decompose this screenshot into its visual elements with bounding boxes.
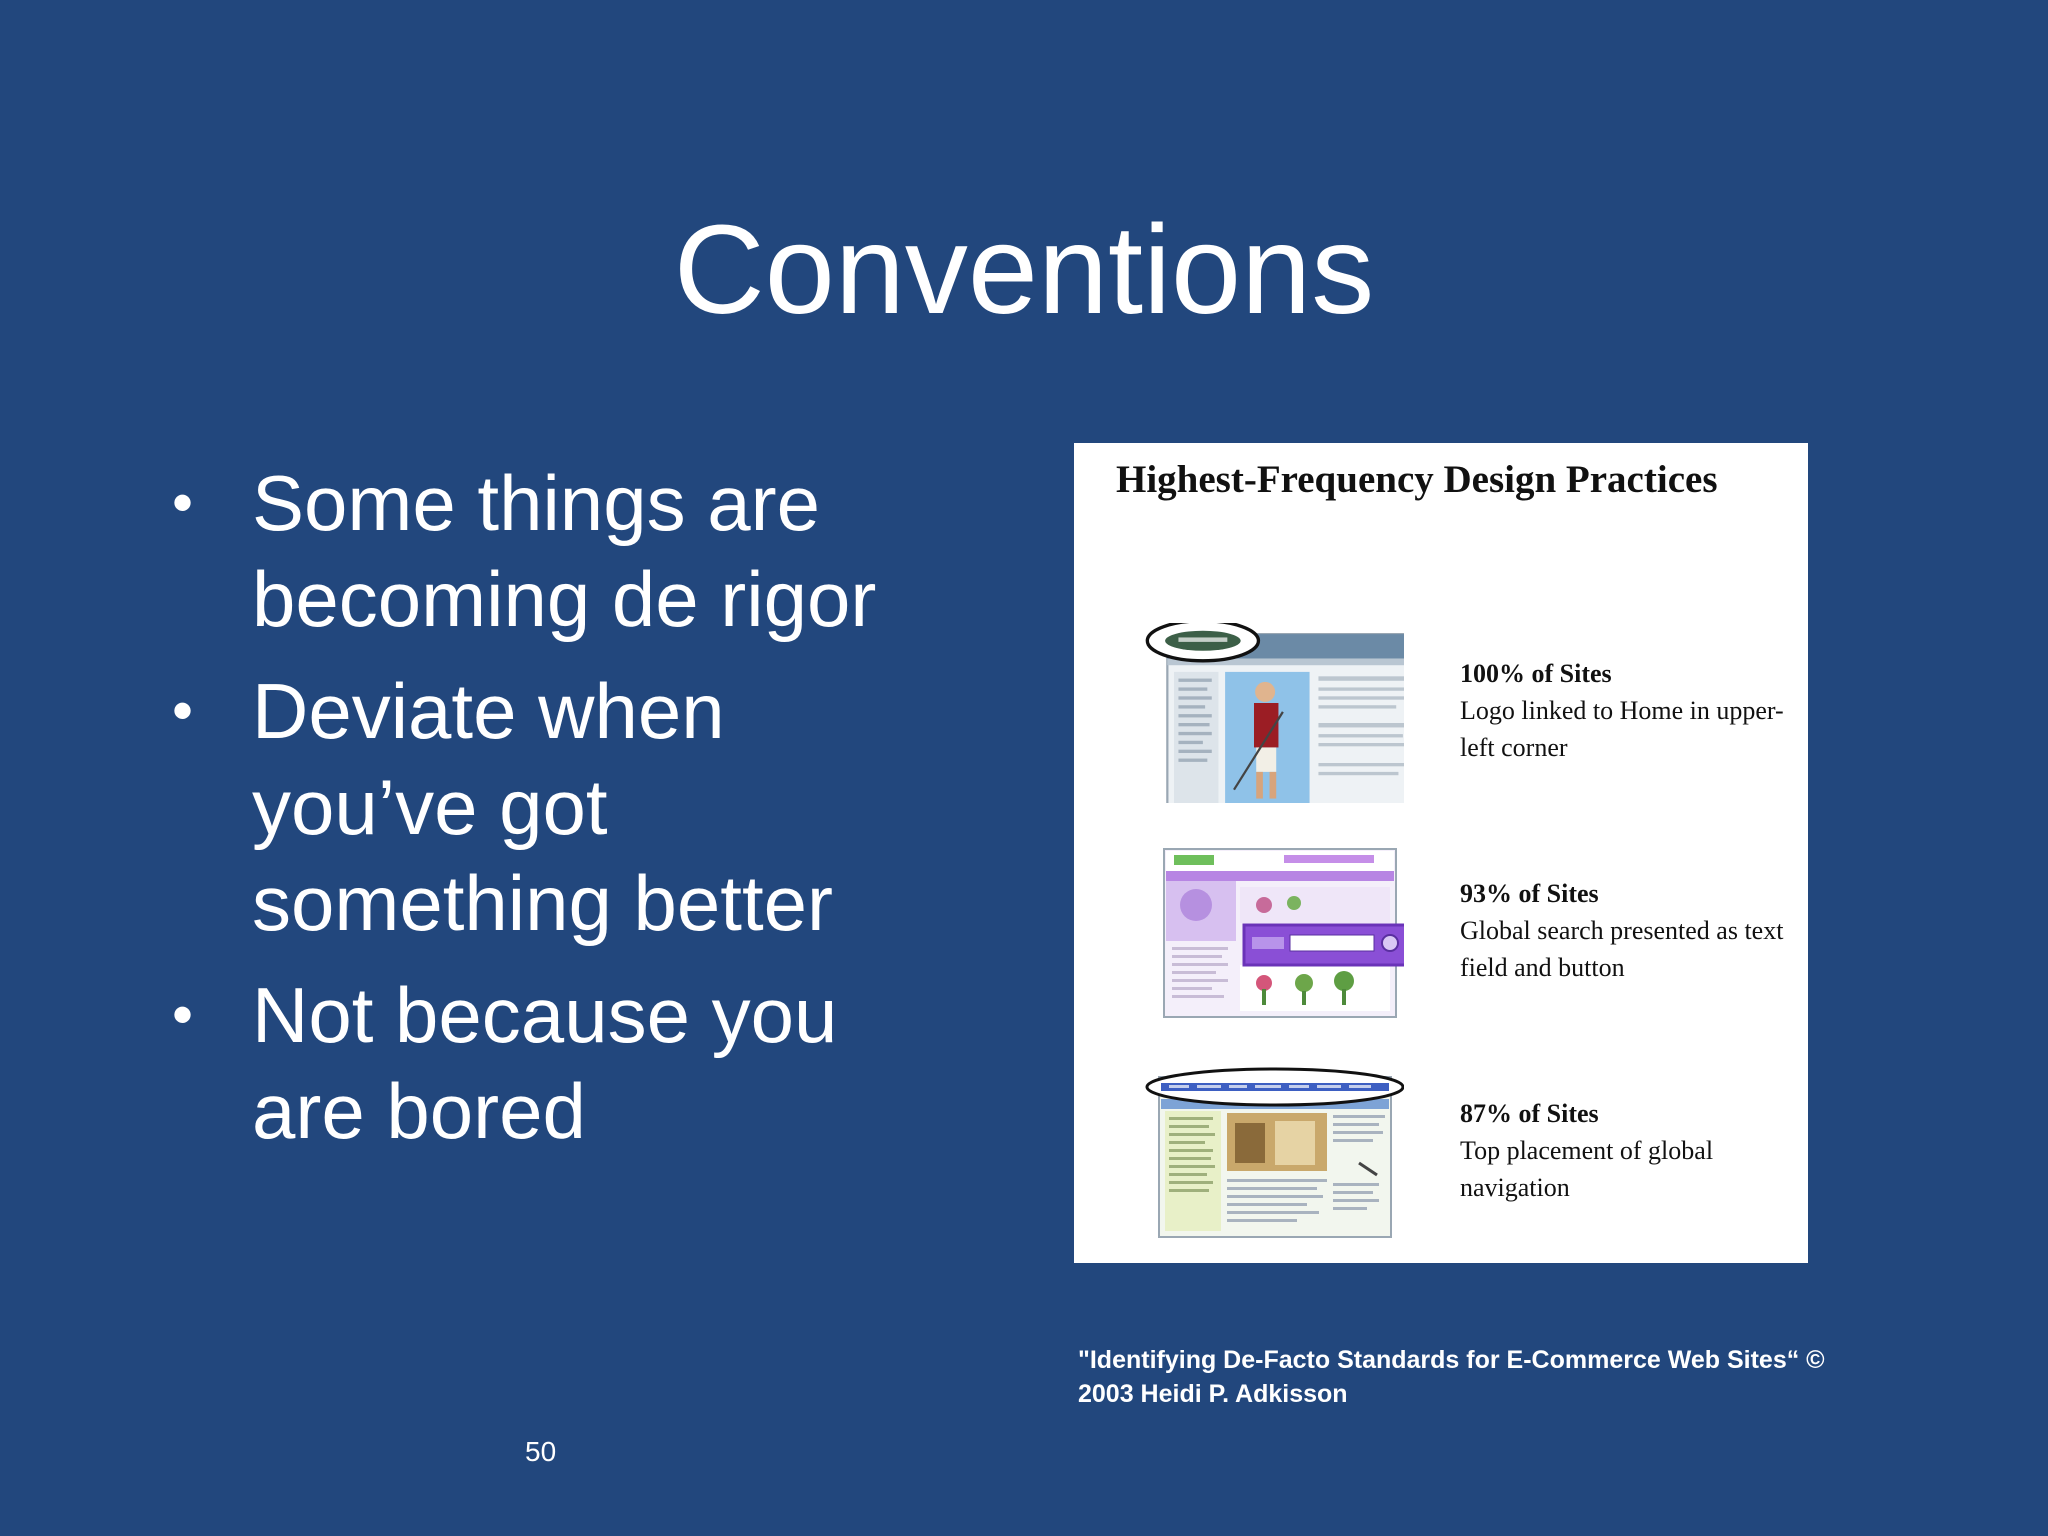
bullet-text: Deviate when you’ve got something better — [252, 667, 834, 947]
practice-item-logo — [1074, 623, 1808, 813]
practice-text: Global search presented as text field and button — [1460, 916, 1784, 982]
bullet-list — [172, 455, 932, 1175]
practice-percentage: 100% of Sites — [1460, 659, 1612, 688]
practice-text: Top placement of global navigation — [1460, 1136, 1714, 1202]
bullet-item — [172, 663, 932, 951]
practice-description — [1460, 655, 1790, 766]
slide-title: Conventions — [673, 199, 1375, 340]
practice-description — [1460, 1095, 1790, 1206]
website-thumbnail-navigation-image — [1134, 1063, 1404, 1243]
bullet-dot-icon: • — [172, 469, 194, 536]
practice-item-navigation — [1074, 1063, 1808, 1253]
practice-item-search — [1074, 843, 1808, 1033]
bullet-text: Some things are becoming de rigor — [252, 459, 877, 643]
figure-caption: "Identifying De-Facto Standards for E-Commerce Web Sites“ © 2003 Heidi P. Adkisson — [1078, 1346, 1825, 1408]
design-practices-figure — [1074, 443, 1808, 1263]
slide-number: 50 — [525, 1436, 557, 1467]
bullet-item — [172, 967, 932, 1159]
bullet-item — [172, 455, 932, 647]
practice-text: Logo linked to Home in upper-left corner — [1460, 696, 1784, 762]
practice-percentage: 87% of Sites — [1460, 1099, 1599, 1128]
bullet-dot-icon: • — [172, 981, 194, 1048]
figure-title: Highest-Frequency Design Practices — [1116, 458, 1718, 501]
practice-description — [1460, 875, 1790, 986]
website-thumbnail-logo-image — [1144, 623, 1404, 803]
practice-percentage: 93% of Sites — [1460, 879, 1599, 908]
bullet-text: Not because you are bored — [252, 971, 838, 1155]
website-thumbnail-search-image — [1144, 843, 1404, 1023]
bullet-dot-icon: • — [172, 677, 194, 744]
